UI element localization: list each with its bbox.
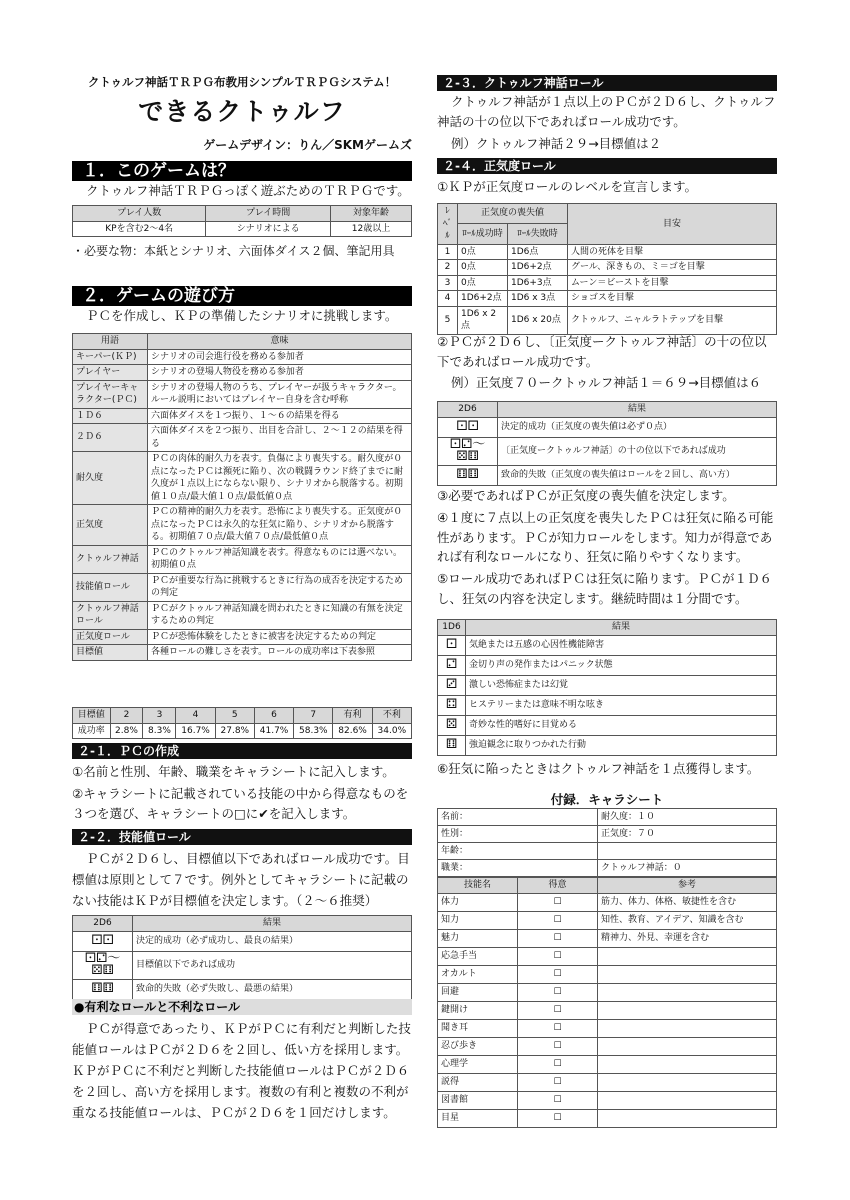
skill-expert-checkbox[interactable]: ☐ [518, 1073, 598, 1091]
madness-col-dice: 1D6 [438, 620, 466, 636]
header-subtitle: クトゥルフ神話ＴＲＰＧ布教用シンプルＴＲＰＧシステム！ [87, 75, 397, 89]
sheet-field-row [438, 843, 777, 860]
sheet-field-right [598, 843, 777, 860]
sanity-cell: 1D6+2点 [508, 260, 568, 276]
skill-reference [598, 1037, 777, 1055]
madness-dice-icon: ⚄ [438, 715, 466, 735]
skill-reference [598, 1055, 777, 1073]
skills-col-expert: 得意 [518, 878, 598, 894]
sanity-level-row [438, 244, 777, 260]
sanity-roll-table [437, 401, 777, 486]
skill-row [438, 929, 777, 947]
rate-value: 8.3% [143, 723, 176, 739]
sanity-roll-result: 決定的成功（正気度の喪失値は必ず０点） [498, 417, 777, 437]
terms-row [73, 629, 412, 645]
sanity-col-success: ﾛｰﾙ成功時 [458, 224, 508, 244]
sanity-col-failure: ﾛｰﾙ失敗時 [508, 224, 568, 244]
sanity-cell: 0点 [458, 244, 508, 260]
terms-table [72, 333, 412, 661]
terms-col-meaning: 意味 [148, 334, 412, 350]
rate-header: 7 [294, 708, 333, 724]
sanity-roll-result: 致命的失敗（正気度の喪失値はロールを２回し、高い方） [498, 465, 777, 485]
skill-row [438, 1073, 777, 1091]
section-2-4-heading: ２-４．正気度ロール [437, 158, 777, 174]
term-name: 正気度 [73, 505, 148, 546]
skill-row [438, 983, 777, 1001]
rate-value: 16.7% [176, 723, 215, 739]
skill-reference [598, 1019, 777, 1037]
character-sheet-skills [437, 877, 777, 1128]
skill-roll-result: 致命的失敗（必ず失敗し、最悪の結果） [133, 979, 412, 999]
skill-roll-dice-icon: ⚅⚅ [73, 979, 133, 999]
skill-name: オカルト [438, 965, 518, 983]
term-meaning: ＰＣが重要な行為に挑戦するときに行為の成否を決定するための判定 [148, 573, 412, 601]
sanity-col-level: ﾚﾍﾞﾙ [438, 204, 458, 245]
cell-time: シナリオによる [206, 221, 331, 237]
rate-header: 不利 [372, 708, 411, 724]
sanity-roll-dice-icon: ⚀⚁～⚄⚅ [438, 437, 498, 465]
skill-expert-checkbox[interactable]: ☐ [518, 1019, 598, 1037]
sanity-cell: 5 [438, 306, 458, 334]
needs-line: ・必要な物：本紙とシナリオ、六面体ダイス２個、筆記用具 [72, 244, 395, 258]
skill-expert-checkbox[interactable]: ☐ [518, 1109, 598, 1127]
term-name: プレイヤー [73, 365, 148, 381]
term-name: ２Ｄ６ [73, 424, 148, 452]
rate-header: 5 [215, 708, 254, 724]
term-name: 技能値ロール [73, 573, 148, 601]
skill-roll-result: 目標値以下であれば成功 [133, 951, 412, 979]
skill-roll-dice-icon: ⚀⚀ [73, 931, 133, 951]
sanity-step-3: ③必要であればＰＣが正気度の喪失値を決定します。 [437, 488, 735, 503]
terms-row [73, 573, 412, 601]
skill-name: 心理学 [438, 1055, 518, 1073]
skill-expert-checkbox[interactable]: ☐ [518, 983, 598, 1001]
skill-roll-row [73, 931, 412, 951]
term-meaning: 六面体ダイスを１つ振り、１～６の結果を得る [148, 408, 412, 424]
skill-name: 知力 [438, 911, 518, 929]
term-meaning: 六面体ダイスを２つ振り、出目を合計し、２～１２の結果を得る [148, 424, 412, 452]
madness-result: 気絶または五感の心因性機能障害 [466, 635, 777, 655]
madness-dice-icon: ⚅ [438, 735, 466, 755]
sanity-cell: 1D6+3点 [508, 275, 568, 291]
rate-value: 成功率 [73, 723, 111, 739]
skill-reference: 筋力、体力、体格、敏捷性を含む [598, 893, 777, 911]
skill-row [438, 1055, 777, 1073]
design-credit: ゲームデザイン：りん／SKMゲームズ [203, 138, 412, 152]
skill-row [438, 1037, 777, 1055]
skill-name: 応急手当 [438, 947, 518, 965]
sheet-field-left: 性別： [438, 826, 598, 843]
section-1-intro: クトゥルフ神話ＴＲＰＧっぽく遊ぶためのＴＲＰＧです。 [86, 183, 410, 198]
skill-roll-col-result: 結果 [133, 916, 412, 932]
sanity-roll-col-result: 結果 [498, 402, 777, 418]
skills-col-reference: 参考 [598, 878, 777, 894]
skill-roll-row [73, 979, 412, 999]
sheet-field-left: 名前： [438, 809, 598, 826]
sanity-cell: 1D6 x 3点 [508, 291, 568, 307]
success-rate-table [72, 707, 412, 739]
skill-reference [598, 983, 777, 1001]
pc-creation-step-2: ②キャラシートに記載されている技能の中から得意なものを３つを選び、キャラシートの□に✔を記入します。 [72, 786, 409, 821]
terms-row [73, 452, 412, 505]
sanity-roll-dice-icon: ⚅⚅ [438, 465, 498, 485]
sanity-cell: グール、深きもの、ミ＝ゴを目撃 [568, 260, 777, 276]
sanity-col-guide: 目安 [568, 204, 777, 245]
skill-row [438, 1019, 777, 1037]
skill-roll-dice-icon: ⚀⚁～⚄⚅ [73, 951, 133, 979]
sanity-cell: 1D6 x 2点 [458, 306, 508, 334]
terms-row [73, 380, 412, 408]
skill-roll-row [73, 951, 412, 979]
skill-roll-table [72, 915, 412, 1000]
madness-result: 激しい恐怖症または幻覚 [466, 675, 777, 695]
terms-row [73, 645, 412, 661]
section-2-3-heading: ２-３．クトゥルフ神話ロール [437, 75, 777, 91]
terms-row [73, 601, 412, 629]
sanity-roll-dice-icon: ⚀⚀ [438, 417, 498, 437]
skill-reference [598, 1001, 777, 1019]
terms-row [73, 365, 412, 381]
section-2-intro: ＰＣを作成し、ＫＰの準備したシナリオに挑戦します。 [86, 308, 398, 323]
skill-reference [598, 947, 777, 965]
character-sheet-fields [437, 808, 777, 877]
sanity-step-5: ⑤ロール成功であればＰＣは狂気に陥ります。ＰＣが１Ｄ６し、狂気の内容を決定します。継続時間は１分間です。 [437, 571, 772, 606]
term-name: キーパー(ＫＰ) [73, 349, 148, 365]
skill-name: 体力 [438, 893, 518, 911]
sheet-field-row [438, 809, 777, 826]
term-meaning: ＰＣがクトゥルフ神話知識を問われたときに知識の有無を決定するための判定 [148, 601, 412, 629]
sanity-step-4: ④１度に７点以上の正気度を喪失したＰＣは狂気に陥る可能性があります。ＰＣが知力ロールをします。知力が得意であれば有利なロールになり、狂気に陥りやすくなります。 [437, 510, 774, 564]
sanity-cell: ショゴスを目撃 [568, 291, 777, 307]
terms-row [73, 505, 412, 546]
madness-result: 金切り声の発作またはパニック状態 [466, 655, 777, 675]
sheet-field-row [438, 860, 777, 877]
skills-col-name: 技能名 [438, 878, 518, 894]
terms-row [73, 349, 412, 365]
sanity-step-6: ⑥狂気に陥ったときはクトゥルフ神話を１点獲得します。 [437, 761, 760, 776]
sanity-cell: 人間の死体を目撃 [568, 244, 777, 260]
cell-players: KPを含む2～4名 [73, 221, 206, 237]
skill-row [438, 893, 777, 911]
madness-dice-icon: ⚁ [438, 655, 466, 675]
mythos-roll-text: クトゥルフ神話が１点以上のＰＣが２Ｄ６し、クトゥルフ神話の十の位以下であればロール成功です。 [437, 94, 776, 129]
sanity-cell: 1 [438, 244, 458, 260]
sanity-step-1: ①ＫＰが正気度ロールのレベルを宣言します。 [437, 179, 697, 194]
rate-value: 41.7% [254, 723, 293, 739]
rate-header: 4 [176, 708, 215, 724]
skill-row [438, 911, 777, 929]
sanity-roll-row [438, 417, 777, 437]
sanity-level-row [438, 275, 777, 291]
sheet-field-left: 職業： [438, 860, 598, 877]
sanity-level-row [438, 291, 777, 307]
sanity-level-row [438, 306, 777, 334]
sanity-example: 例）正気度７０ークトゥルフ神話１＝６９→目標値は６ [451, 375, 762, 390]
rate-header: 6 [254, 708, 293, 724]
skill-expert-checkbox[interactable]: ☐ [518, 1055, 598, 1073]
term-meaning: シナリオの司会進行役を務める参加者 [148, 349, 412, 365]
pc-creation-step-1: ①名前と性別、年齢、職業をキャラシートに記入します。 [72, 764, 395, 779]
terms-row [73, 424, 412, 452]
skill-reference [598, 1109, 777, 1127]
madness-result: 奇妙な性的嗜好に目覚める [466, 715, 777, 735]
skill-roll-col-dice: 2D6 [73, 916, 133, 932]
madness-table [437, 619, 777, 756]
skill-name: 忍び歩き [438, 1037, 518, 1055]
term-name: プレイヤーキャラクター(ＰＣ) [73, 380, 148, 408]
sanity-cell: 1D6 x 20点 [508, 306, 568, 334]
skill-row [438, 1109, 777, 1127]
sanity-cell: 2 [438, 260, 458, 276]
skill-roll-result: 決定的成功（必ず成功し、最良の結果） [133, 931, 412, 951]
rate-header: 2 [110, 708, 143, 724]
skill-name: 図書館 [438, 1091, 518, 1109]
skill-name: 魅力 [438, 929, 518, 947]
sheet-field-row [438, 826, 777, 843]
section-2-2-heading: ２-２．技能値ロール [72, 829, 412, 845]
skill-name: 聞き耳 [438, 1019, 518, 1037]
term-meaning: ＰＣの肉体的耐久力を表す。負傷により喪失する。耐久度が０点になったＰＣは瀕死に陥り、次の戦闘ラウンド終了までに耐久度が１点以上にならない限り、シナリオから脱落する。初期値１０点/最大値１０点/最低値０点 [148, 452, 412, 505]
rate-value: 34.0% [372, 723, 411, 739]
rate-value: 82.6% [333, 723, 372, 739]
sheet-field-right: 耐久度：１０ [598, 809, 777, 826]
advantage-heading: ●有利なロールと不利なロール [72, 999, 412, 1015]
skill-roll-text: ＰＣが２Ｄ６し、目標値以下であればロール成功です。目標値は原則として７です。例外としてキャラシートに記載のない技能はＫＰが目標値を決定します。（２～６推奨） [72, 851, 410, 908]
skill-expert-checkbox[interactable]: ☐ [518, 947, 598, 965]
sanity-roll-result: 〔正気度ークトゥルフ神話〕の十の位以下であれば成功 [498, 437, 777, 465]
skill-expert-checkbox[interactable]: ☐ [518, 1091, 598, 1109]
mythos-roll-example: 例）クトゥルフ神話２９→目標値は２ [451, 136, 662, 151]
play-info-table [72, 205, 412, 237]
sheet-field-left: 年齢： [438, 843, 598, 860]
madness-row [438, 735, 777, 755]
skill-reference: 精神力、外見、幸運を含む [598, 929, 777, 947]
skill-expert-checkbox[interactable]: ☐ [518, 893, 598, 911]
sanity-cell: 0点 [458, 260, 508, 276]
rate-header: 有利 [333, 708, 372, 724]
skill-reference [598, 1091, 777, 1109]
sanity-level-row [438, 260, 777, 276]
term-name: 正気度ロール [73, 629, 148, 645]
skill-row [438, 947, 777, 965]
term-name: １Ｄ６ [73, 408, 148, 424]
skill-row [438, 1091, 777, 1109]
sanity-level-table [437, 203, 777, 335]
term-name: クトゥルフ神話 [73, 545, 148, 573]
section-1-heading: １．このゲームは？ [72, 161, 412, 181]
madness-row [438, 715, 777, 735]
skill-name: 鍵開け [438, 1001, 518, 1019]
madness-result: ヒステリーまたは意味不明な呟き [466, 695, 777, 715]
terms-row [73, 408, 412, 424]
sanity-cell: 4 [438, 291, 458, 307]
term-meaning: 各種ロールの難しさを表す。ロールの成功率は下表参照 [148, 645, 412, 661]
skill-name: 説得 [438, 1073, 518, 1091]
col-time: プレイ時間 [206, 206, 331, 222]
madness-dice-icon: ⚃ [438, 695, 466, 715]
skill-name: 目星 [438, 1109, 518, 1127]
col-age: 対象年齢 [330, 206, 411, 222]
sanity-cell: 1D6+2点 [458, 291, 508, 307]
term-meaning: ＰＣのクトゥルフ神話知識を表す。得意なものには選べない。初期値０点 [148, 545, 412, 573]
skill-expert-checkbox[interactable]: ☐ [518, 1001, 598, 1019]
sanity-roll-row [438, 437, 777, 465]
sanity-step-2: ②ＰＣが２Ｄ６し、〔正気度ークトゥルフ神話〕の十の位以下であればロール成功です。 [437, 334, 767, 369]
rate-value: 58.3% [294, 723, 333, 739]
page-title: できるクトゥルフ [138, 97, 346, 126]
col-players: プレイ人数 [73, 206, 206, 222]
skill-name: 回避 [438, 983, 518, 1001]
rate-value: 2.8% [110, 723, 143, 739]
madness-row [438, 675, 777, 695]
skill-expert-checkbox[interactable]: ☐ [518, 965, 598, 983]
sanity-cell: クトゥルフ、ニャルラトテップを目撃 [568, 306, 777, 334]
term-name: 目標値 [73, 645, 148, 661]
term-meaning: シナリオの登場人物役を務める参加者 [148, 365, 412, 381]
skill-reference: 知性、教育、アイデア、知識を含む [598, 911, 777, 929]
sheet-title: 付録．キャラシート [550, 792, 664, 807]
skill-row [438, 965, 777, 983]
terms-row [73, 545, 412, 573]
rate-value: 27.8% [215, 723, 254, 739]
term-meaning: ＰＣの精神的耐久力を表す。恐怖により喪失する。正気度が０点になったＰＣは永久的な狂気に陥り、シナリオから脱落する。初期値７０点/最大値７０点/最低値０点 [148, 505, 412, 546]
madness-row [438, 655, 777, 675]
madness-row [438, 635, 777, 655]
skill-expert-checkbox[interactable]: ☐ [518, 929, 598, 947]
sheet-field-right: 正気度：７０ [598, 826, 777, 843]
madness-col-result: 結果 [466, 620, 777, 636]
madness-dice-icon: ⚂ [438, 675, 466, 695]
cell-age: 12歳以上 [330, 221, 411, 237]
term-name: 耐久度 [73, 452, 148, 505]
section-2-heading: ２．ゲームの遊び方 [72, 286, 412, 306]
sanity-cell: 3 [438, 275, 458, 291]
sanity-cell: 1D6点 [508, 244, 568, 260]
sheet-field-right: クトゥルフ神話：０ [598, 860, 777, 877]
terms-col-term: 用語 [73, 334, 148, 350]
section-2-1-heading: ２-１．ＰＣの作成 [72, 743, 412, 759]
skill-expert-checkbox[interactable]: ☐ [518, 911, 598, 929]
sanity-roll-col-dice: 2D6 [438, 402, 498, 418]
advantage-text: ＰＣが得意であったり、ＫＰがＰＣに有利だと判断した技能値ロールはＰＣが２Ｄ６を２回し、低い方を採用します。ＫＰがＰＣに不利だと判断した技能値ロールはＰＣが２Ｄ６を２回し、高い方を採用します。複数の有利と複数の不利が重なる技能値ロールは、ＰＣが２Ｄ６を１回だけします。 [72, 1021, 411, 1120]
sanity-cell: 0点 [458, 275, 508, 291]
term-meaning: シナリオの登場人物のうち、プレイヤーが扱うキャラクター。ルール説明においてはプレイヤー自身を含む呼称 [148, 380, 412, 408]
term-name: クトゥルフ神話ロール [73, 601, 148, 629]
rate-header: 3 [143, 708, 176, 724]
madness-result: 強迫観念に取りつかれた行動 [466, 735, 777, 755]
madness-dice-icon: ⚀ [438, 635, 466, 655]
term-meaning: ＰＣが恐怖体験をしたときに被害を決定するための判定 [148, 629, 412, 645]
sanity-cell: ムーン＝ビーストを目撃 [568, 275, 777, 291]
skill-reference [598, 1073, 777, 1091]
rate-header: 目標値 [73, 708, 111, 724]
skill-expert-checkbox[interactable]: ☐ [518, 1037, 598, 1055]
sanity-roll-row [438, 465, 777, 485]
skill-row [438, 1001, 777, 1019]
skill-reference [598, 965, 777, 983]
madness-row [438, 695, 777, 715]
sanity-col-loss: 正気度の喪失値 [458, 204, 568, 224]
